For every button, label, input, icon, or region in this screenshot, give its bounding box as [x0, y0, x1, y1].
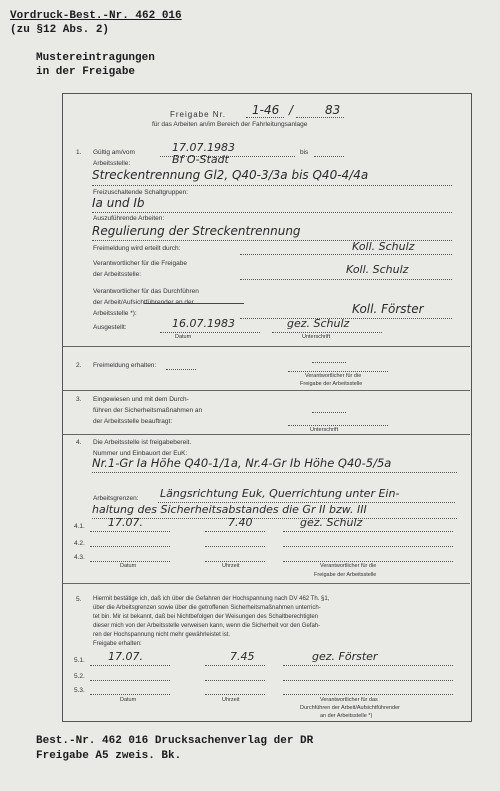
ausgestellt-label: Ausgestellt:	[93, 324, 127, 331]
s5-datum-caption: Datum	[120, 697, 137, 703]
row-4-3-date-line	[90, 561, 170, 562]
s5-sig-caption-1: Verantwortlicher für das	[320, 697, 378, 703]
arbeitsgrenzen-value-2: haltung des Sicherheitsabstandes die Gr II bzw. III	[92, 503, 367, 516]
section-3-number: 3.	[76, 396, 82, 403]
streckentrennung-value: Streckentrennung Gl2, Q40-3/3a bis Q40-4/4a	[92, 168, 369, 182]
s4-uhrzeit-caption: Uhrzeit	[222, 563, 240, 569]
row-5-3-date-line	[90, 694, 170, 695]
row-5-2-time-line	[205, 680, 265, 681]
arbeitsgrenzen-label: Arbeitsgrenzen:	[93, 495, 139, 502]
s4-datum-caption: Datum	[120, 563, 137, 569]
verantwortlicher-value: Koll. Schulz	[346, 263, 409, 276]
freigabe-subtitle: für das Arbeiten an/im Bereich der Fahrleitungsanlage	[152, 121, 308, 128]
freigabe-number-a: 1-46	[252, 103, 280, 117]
row-4-2-time-line	[205, 546, 265, 547]
row-5-1-date-line	[90, 665, 170, 666]
s2-caption-1: Verantwortlicher für die	[305, 373, 362, 379]
section-5-number: 5.	[76, 596, 82, 603]
durchfuehren-value: Koll. Förster	[352, 302, 424, 316]
durchfuehren-label-3: Arbeitsstelle *):	[93, 310, 137, 317]
s4-line-2: Nummer und Einbauort der EuK:	[93, 450, 188, 457]
s2-caption-2: Freigabe der Arbeitsstelle	[300, 381, 363, 387]
row-4-2-sig-line	[283, 546, 453, 547]
s5-sig-caption-2: Durchführen der Arbeit/Aufsichtführender	[300, 705, 400, 711]
section-4-number: 4.	[76, 439, 82, 446]
schaltgruppen-line	[92, 212, 452, 213]
schaltgruppen-label: Freizuschaltende Schaltgruppen:	[93, 189, 189, 196]
footer-line-1: Best.-Nr. 462 016 Drucksachenverlag der DR	[36, 735, 314, 747]
arbeitsstelle-value: Bf O-Stadt	[172, 153, 229, 166]
s2-signature-line	[288, 371, 388, 372]
row-4-2-date-line	[90, 546, 170, 547]
row-4-1-date-line	[90, 531, 170, 532]
section-1-number: 1.	[76, 149, 82, 156]
s5-text-6: Freigabe erhalten:	[93, 641, 142, 647]
row-4-2-label: 4.2.	[74, 540, 85, 547]
footer-line-2: Freigabe A5 zweis. Bk.	[36, 750, 182, 762]
row-4-1-signature: gez. Schulz	[300, 516, 363, 529]
arbeiten-label: Auszuführende Arbeiten:	[93, 215, 165, 222]
title-line-1: Mustereintragungen	[36, 52, 155, 64]
durchfuehren-label-2: der Arbeit/Aufsichtführender an der	[93, 299, 194, 306]
s5-text-4: dieser mich von der Arbeitsstelle verweisen kann, wenn die Sicherheit vor den Gefah-	[93, 623, 321, 629]
divider-1	[63, 346, 470, 347]
row-5-1-signature: gez. Förster	[312, 650, 378, 663]
s5-sig-caption-3: an der Arbeitsstelle *)	[320, 713, 373, 719]
arbeitsstelle-label: Arbeitsstelle:	[93, 160, 131, 167]
datum-caption: Datum	[175, 334, 192, 340]
row-5-1-sig-line	[283, 665, 453, 666]
title-line-2: in der Freigabe	[36, 66, 136, 78]
row-5-2-label: 5.2.	[74, 673, 85, 680]
s4-sig-caption-1: Verantwortlicher für die	[320, 563, 377, 569]
row-5-1-label: 5.1.	[74, 657, 85, 664]
freigabe-slash: /	[289, 103, 294, 117]
verantwortlicher-line	[240, 279, 452, 280]
arbeitsgrenzen-line-2	[92, 518, 457, 519]
row-5-3-label: 5.3.	[74, 687, 85, 694]
s4-line-1: Die Arbeitsstelle ist freigabebereit.	[93, 439, 192, 446]
divider-4	[63, 583, 470, 584]
row-4-3-sig-line	[283, 561, 453, 562]
row-5-3-sig-line	[283, 694, 453, 695]
s3-line-1: Eingewiesen und mit dem Durch-	[93, 396, 189, 403]
row-5-1-date: 17.07.	[108, 650, 143, 663]
ausgestellt-date: 16.07.1983	[172, 317, 235, 330]
freigabe-label: Freigabe Nr.	[170, 110, 227, 119]
divider-3	[63, 434, 470, 435]
row-5-2-date-line	[90, 680, 170, 681]
ausgestellt-date-line	[160, 332, 260, 333]
euk-line	[92, 472, 457, 473]
schaltgruppen-value: Ia und Ib	[92, 196, 145, 210]
arbeiten-value: Regulierung der Streckentrennung	[92, 224, 301, 238]
section-reference: (zu §12 Abs. 2)	[10, 24, 110, 36]
strikethrough-line	[144, 303, 244, 304]
row-5-3-time-line	[205, 694, 265, 695]
streckentrennung-line	[92, 185, 452, 186]
row-5-2-sig-line	[283, 680, 453, 681]
verantwortlicher-label-2: der Arbeitsstelle:	[93, 271, 142, 278]
s4-sig-caption-2: Freigabe der Arbeitsstelle	[314, 572, 377, 578]
freigabe-line-a	[246, 117, 284, 118]
freimeldung-value: Koll. Schulz	[352, 240, 415, 253]
ausgestellt-sig-line	[272, 332, 382, 333]
ausgestellt-signature: gez. Schulz	[287, 317, 350, 330]
s3-signature-line	[288, 425, 388, 426]
bis-label: bis	[300, 149, 309, 156]
freimeldung-line	[240, 254, 452, 255]
row-4-1-sig-line	[283, 531, 453, 532]
s2-short-line	[312, 362, 346, 363]
s5-text-2: über die Arbeitsgrenzen sowie über die getroffenen Sicherheitsmaßnahmen unterrich-	[93, 605, 321, 611]
row-4-3-label: 4.3.	[74, 554, 85, 561]
row-4-1-date: 17.07.	[108, 516, 143, 529]
s3-caption: Unterschrift	[310, 427, 339, 433]
divider-2	[63, 390, 470, 391]
row-4-1-label: 4.1.	[74, 523, 85, 530]
guelig-value: 17.07.1983	[172, 141, 235, 154]
durchfuehren-label-1: Verantwortlicher für das Durchführen	[93, 288, 199, 295]
s5-text-1: Hiermit bestätige ich, daß ich über die Gefahren der Hochspannung nach DV 462 Th. §1,	[93, 596, 330, 602]
s5-uhrzeit-caption: Uhrzeit	[222, 697, 240, 703]
euk-value: Nr.1-Gr Ia Höhe Q40-1/1a, Nr.4-Gr Ib Höhe Q40-5/5a	[92, 456, 392, 470]
bis-line	[314, 156, 344, 157]
section-2-number: 2.	[76, 362, 82, 369]
freimeldung-erhalten-label: Freimeldung erhalten:	[93, 362, 157, 369]
row-5-1-time: 7.45	[230, 650, 255, 663]
s5-text-5: ren der Hochspannung nicht mehr gewährleistet ist.	[93, 632, 231, 638]
row-4-1-time: 7.40	[228, 516, 253, 529]
freigabe-number-b: 83	[325, 103, 341, 117]
row-5-1-time-line	[205, 665, 265, 666]
freigabe-line-b	[296, 117, 344, 118]
s3-line-2: führen der Sicherheitsmaßnahmen an	[93, 407, 203, 414]
freimeldung-label: Freimeldung wird erteilt durch:	[93, 245, 181, 252]
s3-line-3: der Arbeitsstelle beauftragt:	[93, 418, 173, 425]
arbeitsgrenzen-value-1: Längsrichtung Euk, Querrichtung unter Ein-	[160, 487, 400, 500]
guelig-label: Gültig am/vom	[93, 149, 135, 156]
s3-short-line	[312, 412, 346, 413]
unterschrift-caption: Unterschrift	[302, 334, 331, 340]
freimeldung-erhalten-line	[166, 369, 196, 370]
form-number: Vordruck-Best.-Nr. 462 016	[10, 10, 182, 22]
s5-text-3: tet bin. Mir ist bekannt, daß bei Nichtbefolgen der Weisungen des Schaltberechtigten	[93, 614, 319, 620]
row-4-3-time-line	[205, 561, 265, 562]
verantwortlicher-label-1: Verantwortlicher für die Freigabe	[93, 260, 187, 267]
row-4-1-time-line	[205, 531, 265, 532]
